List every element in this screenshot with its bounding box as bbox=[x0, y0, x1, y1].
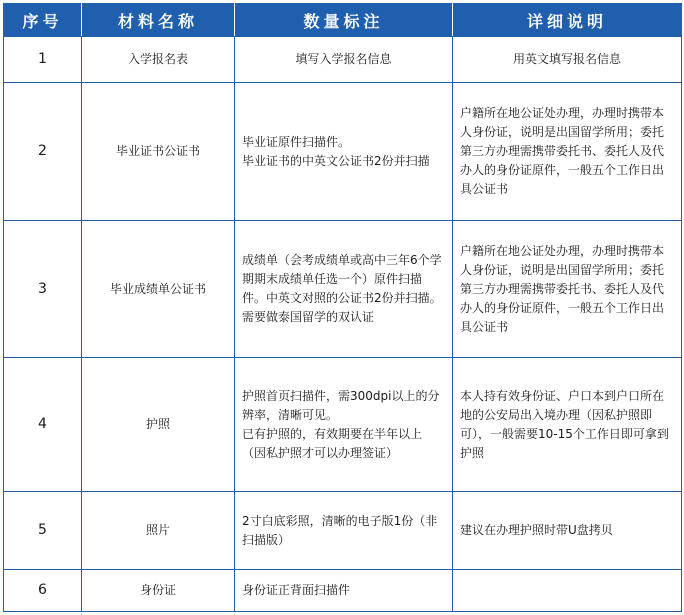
table-row bbox=[4, 83, 682, 221]
material-name: 毕业成绩单公证书 bbox=[82, 221, 235, 358]
material-name: 护照 bbox=[82, 358, 235, 492]
detail-note bbox=[453, 570, 682, 612]
quantity-note: 毕业证原件扫描件。 毕业证书的中英文公证书2份并扫描 bbox=[235, 83, 453, 221]
row-number: 4 bbox=[4, 358, 82, 492]
material-name: 身份证 bbox=[82, 570, 235, 612]
table-row bbox=[4, 221, 682, 358]
header-material-name: 材料名称 bbox=[82, 4, 235, 37]
detail-note: 用英文填写报名信息 bbox=[453, 37, 682, 83]
quantity-note: 护照首页扫描件，需300dpi以上的分辨率，清晰可见。 已有护照的，有效期要在半年以上（因私护照才可以办理签证） bbox=[235, 358, 453, 492]
header-details: 详细说明 bbox=[453, 4, 682, 37]
materials-table bbox=[3, 3, 682, 612]
detail-note: 建议在办理护照时带U盘拷贝 bbox=[453, 492, 682, 570]
detail-note: 户籍所在地公证处办理，办理时携带本人身份证，说明是出国留学所用；委托第三方办理需携带委托书、委托人及代办人的身份证原件，一般五个工作日出具公证书 bbox=[453, 221, 682, 358]
table-row bbox=[4, 492, 682, 570]
table-row bbox=[4, 570, 682, 612]
material-name: 毕业证书公证书 bbox=[82, 83, 235, 221]
table-header-row bbox=[4, 4, 682, 37]
table-row bbox=[4, 37, 682, 83]
material-name: 照片 bbox=[82, 492, 235, 570]
row-number: 5 bbox=[4, 492, 82, 570]
table-row bbox=[4, 358, 682, 492]
quantity-note: 成绩单（会考成绩单或高中三年6个学期期末成绩单任选一个）原件扫描件。中英文对照的公证书2份并扫描。需要做泰国留学的双认证 bbox=[235, 221, 453, 358]
row-number: 1 bbox=[4, 37, 82, 83]
row-number: 2 bbox=[4, 83, 82, 221]
quantity-note: 2寸白底彩照，清晰的电子版1份（非扫描版） bbox=[235, 492, 453, 570]
row-number: 6 bbox=[4, 570, 82, 612]
header-serial-number: 序号 bbox=[4, 4, 82, 37]
quantity-note: 填写入学报名信息 bbox=[235, 37, 453, 83]
header-quantity-notes: 数量标注 bbox=[235, 4, 453, 37]
row-number: 3 bbox=[4, 221, 82, 358]
quantity-note: 身份证正背面扫描件 bbox=[235, 570, 453, 612]
detail-note: 本人持有效身份证、户口本到户口所在地的公安局出入境办理（因私护照即可），一般需要10-15个工作日即可拿到护照 bbox=[453, 358, 682, 492]
detail-note: 户籍所在地公证处办理，办理时携带本人身份证，说明是出国留学所用；委托第三方办理需携带委托书、委托人及代办人的身份证原件，一般五个工作日出具公证书 bbox=[453, 83, 682, 221]
material-name: 入学报名表 bbox=[82, 37, 235, 83]
